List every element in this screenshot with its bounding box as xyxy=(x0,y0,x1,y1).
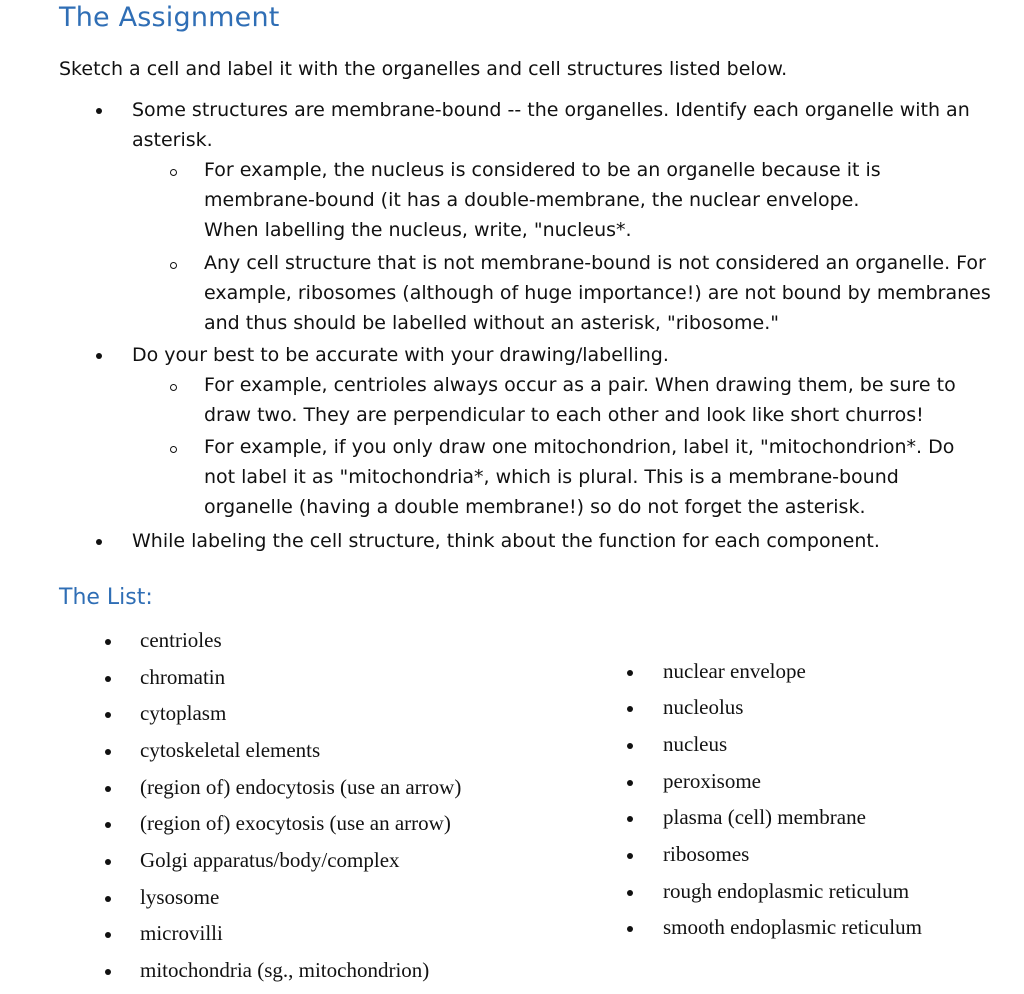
bullet-dot xyxy=(96,539,102,545)
bullet-dot xyxy=(96,353,102,359)
list-item: mitochondria (sg., mitochondrion) xyxy=(140,958,430,982)
bullet-dot xyxy=(627,706,633,712)
list-item: nucleolus xyxy=(663,695,744,719)
bullet-dot xyxy=(105,822,111,828)
bullet-dot xyxy=(105,859,111,865)
list-item: plasma (cell) membrane xyxy=(663,805,866,829)
instruction-sub-2-2: For example, if you only draw one mitochondrion, label it, "mitochondrion*. Do not label it as "mitochondria*, which is plural. This is a membrane-bound organelle (having a double membrane!) so do not forget the asterisk. xyxy=(204,436,955,518)
list-item: chromatin xyxy=(140,665,226,689)
bullet-dot xyxy=(105,896,111,902)
list-item: microvilli xyxy=(140,921,223,945)
bullet-dot xyxy=(627,780,633,786)
instruction-bullet-3: While labeling the cell structure, think about the function for each component. xyxy=(132,530,880,552)
list-item: cytoplasm xyxy=(140,701,227,725)
assignment-intro: Sketch a cell and label it with the organelles and cell structures listed below. xyxy=(59,58,788,80)
instruction-sub-2-1: For example, centrioles always occur as a pair. When drawing them, be sure to draw two. They are perpendicular to each other and look like short churros! xyxy=(204,374,956,426)
sub-bullet-circle xyxy=(170,384,177,391)
list-item: centrioles xyxy=(140,628,222,652)
sub-bullet-circle xyxy=(170,169,177,176)
instruction-bullet-2: Do your best to be accurate with your drawing/labelling. xyxy=(132,344,669,366)
bullet-dot xyxy=(105,932,111,938)
bullet-dot xyxy=(105,749,111,755)
list-item: Golgi apparatus/body/complex xyxy=(140,848,400,872)
instruction-sub-1-2: Any cell structure that is not membrane-bound is not considered an organelle. For example, ribosomes (although of huge importance!) are not bound by membranes and thus should be labelled without an asterisk, "ribosome." xyxy=(204,252,991,334)
list-item: cytoskeletal elements xyxy=(140,738,321,762)
bullet-dot xyxy=(105,786,111,792)
bullet-dot xyxy=(105,969,111,975)
list-item: smooth endoplasmic reticulum xyxy=(663,915,922,939)
list-item: rough endoplasmic reticulum xyxy=(663,879,910,903)
bullet-dot xyxy=(627,853,633,859)
sub-bullet-circle xyxy=(170,446,177,453)
bullet-dot xyxy=(627,890,633,896)
list-item: ribosomes xyxy=(663,842,750,866)
bullet-dot xyxy=(96,108,102,114)
list-item: peroxisome xyxy=(663,769,761,793)
bullet-dot xyxy=(627,670,633,676)
bullet-dot xyxy=(105,639,111,645)
list-item: nuclear envelope xyxy=(663,659,806,683)
sub-bullet-circle xyxy=(170,262,177,269)
list-item: lysosome xyxy=(140,885,220,909)
list-item: (region of) endocytosis (use an arrow) xyxy=(140,775,462,799)
list-item: (region of) exocytosis (use an arrow) xyxy=(140,811,451,835)
instruction-sub-1-1: For example, the nucleus is considered to be an organelle because it is membrane-bound (it has a double-membrane, the nuclear envelope. When labelling the nucleus, write, "nucleus*. xyxy=(204,159,881,241)
bullet-dot xyxy=(105,712,111,718)
bullet-dot xyxy=(627,743,633,749)
instruction-bullet-1: Some structures are membrane-bound -- the organelles. Identify each organelle with an asterisk. xyxy=(132,99,970,151)
assignment-heading: The Assignment xyxy=(59,2,280,33)
bullet-dot xyxy=(627,926,633,932)
list-item: nucleus xyxy=(663,732,728,756)
bullet-dot xyxy=(105,676,111,682)
bullet-dot xyxy=(627,816,633,822)
list-heading: The List: xyxy=(59,585,153,610)
